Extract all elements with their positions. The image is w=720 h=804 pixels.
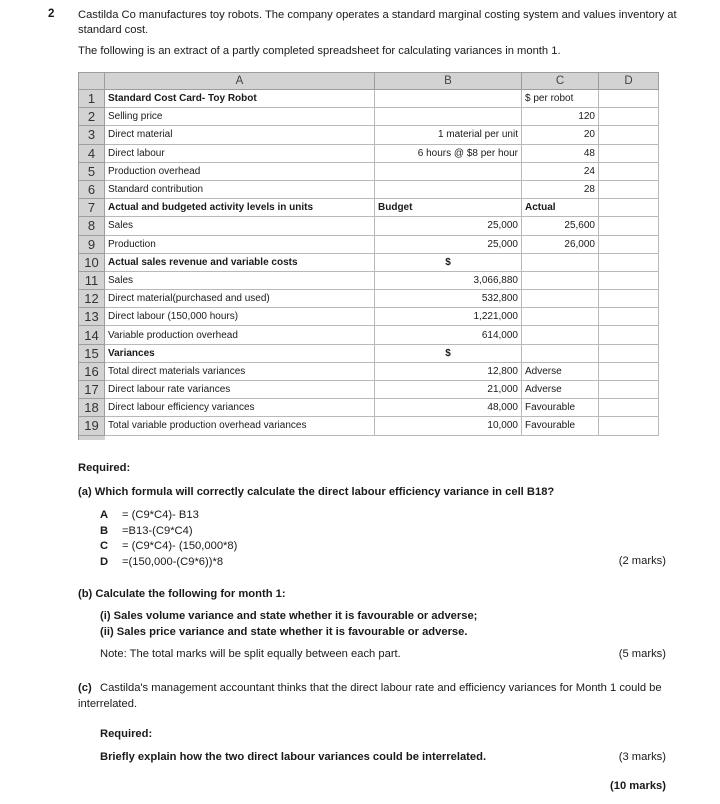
cell-a[interactable]: Direct labour (150,000 hours): [105, 308, 375, 326]
sheet-row: [79, 144, 659, 162]
col-header-d[interactable]: D: [599, 73, 659, 90]
cell-b[interactable]: [375, 180, 522, 198]
row-number[interactable]: 9: [79, 235, 105, 253]
option-letter: A: [100, 509, 109, 521]
option-text: = (C9*C4)- (150,000*8): [122, 540, 238, 553]
sheet-row: [79, 253, 659, 271]
part-b-marks: (5 marks): [618, 648, 666, 660]
row-number[interactable]: 2: [79, 108, 105, 126]
row-number[interactable]: 11: [79, 271, 105, 289]
cell-c[interactable]: [522, 271, 599, 289]
row-number[interactable]: 3: [79, 126, 105, 144]
cell-c[interactable]: Adverse: [522, 362, 599, 380]
cell-d[interactable]: [599, 344, 659, 362]
sheet-row: [79, 326, 659, 344]
cell-c[interactable]: [522, 344, 599, 362]
sheet-row: [79, 344, 659, 362]
cell-a[interactable]: Direct labour rate variances: [105, 381, 375, 399]
sheet-row: [79, 217, 659, 235]
part-c-marks: (3 marks): [618, 751, 666, 763]
cell-d[interactable]: [599, 417, 659, 435]
cell-a[interactable]: Direct material(purchased and used): [105, 290, 375, 308]
row-number[interactable]: 4: [79, 144, 105, 162]
row-number[interactable]: 14: [79, 326, 105, 344]
row-number[interactable]: 1: [79, 90, 105, 108]
cell-c[interactable]: [522, 308, 599, 326]
cell-b[interactable]: Budget: [375, 199, 522, 217]
row-number[interactable]: 6: [79, 180, 105, 198]
cell-a[interactable]: Actual sales revenue and variable costs: [105, 253, 375, 271]
cell-c[interactable]: 26,000: [522, 235, 599, 253]
option-b: [100, 524, 237, 540]
part-b-ii: (ii) Sales price variance and state whether it is favourable or adverse.: [100, 626, 468, 638]
part-c-label: (c): [78, 682, 92, 694]
row-number[interactable]: 7: [79, 199, 105, 217]
sheet-row: [79, 290, 659, 308]
cell-d[interactable]: [599, 144, 659, 162]
cutoff-cell: [599, 435, 659, 440]
cell-b[interactable]: 1 material per unit: [375, 126, 522, 144]
cell-b[interactable]: 1,221,000: [375, 308, 522, 326]
cell-d[interactable]: [599, 399, 659, 417]
row-number[interactable]: 16: [79, 362, 105, 380]
cell-a[interactable]: Selling price: [105, 108, 375, 126]
spreadsheet: [78, 72, 659, 440]
part-c-brief: Briefly explain how the two direct labour variances could be interrelated.: [100, 751, 487, 763]
cell-a[interactable]: Variances: [105, 344, 375, 362]
row-number[interactable]: 8: [79, 217, 105, 235]
sheet-row: [79, 362, 659, 380]
cell-a[interactable]: Sales: [105, 217, 375, 235]
row-number[interactable]: 10: [79, 253, 105, 271]
cutoff-cell: [375, 435, 522, 440]
col-header-a[interactable]: A: [105, 73, 375, 90]
sheet-row: [79, 199, 659, 217]
cell-c[interactable]: $ per robot: [522, 90, 599, 108]
sheet-row: [79, 235, 659, 253]
cell-c[interactable]: Favourable: [522, 399, 599, 417]
cutoff-cell: [105, 435, 375, 440]
cell-b[interactable]: [375, 162, 522, 180]
option-d: [100, 555, 237, 571]
col-header-b[interactable]: B: [375, 73, 522, 90]
cell-b[interactable]: [375, 90, 522, 108]
part-b-question: (b) Calculate the following for month 1:: [78, 588, 286, 600]
cell-b[interactable]: 25,000: [375, 217, 522, 235]
cell-a[interactable]: Direct material: [105, 126, 375, 144]
row-number[interactable]: 19: [79, 417, 105, 435]
row-number: [79, 435, 105, 440]
corner-cell: [79, 73, 105, 90]
sheet-row: [79, 381, 659, 399]
question-number: 2: [48, 8, 55, 20]
cell-c[interactable]: 28: [522, 180, 599, 198]
sheet-row: [79, 126, 659, 144]
cell-b[interactable]: [375, 108, 522, 126]
cell-c[interactable]: [522, 290, 599, 308]
cell-b[interactable]: 21,000: [375, 381, 522, 399]
row-number[interactable]: 15: [79, 344, 105, 362]
sheet-row-cutoff: [79, 435, 659, 440]
cell-d[interactable]: [599, 217, 659, 235]
cell-c[interactable]: 48: [522, 144, 599, 162]
question-intro: Castilda Co manufactures toy robots. The company operates a standard marginal costing system and values inventory at standard cost.: [78, 9, 677, 36]
row-number[interactable]: 5: [79, 162, 105, 180]
sheet-row: [79, 162, 659, 180]
cell-b[interactable]: $: [375, 253, 522, 271]
extract-description: The following is an extract of a partly completed spreadsheet for calculating variances in month 1.: [78, 45, 561, 57]
cell-a[interactable]: Standard contribution: [105, 180, 375, 198]
part-c-question: [78, 680, 678, 712]
required-label: Required:: [78, 462, 131, 474]
cell-c[interactable]: [522, 326, 599, 344]
part-a-options: [100, 508, 237, 570]
cell-a[interactable]: Variable production overhead: [105, 326, 375, 344]
cell-d[interactable]: [599, 235, 659, 253]
cell-d[interactable]: [599, 326, 659, 344]
row-number[interactable]: 13: [79, 308, 105, 326]
cell-a[interactable]: Actual and budgeted activity levels in units: [105, 199, 375, 217]
cell-c[interactable]: [522, 253, 599, 271]
cell-b[interactable]: 25,000: [375, 235, 522, 253]
sheet-row: [79, 108, 659, 126]
cell-a[interactable]: Total variable production overhead variances: [105, 417, 375, 435]
cell-a[interactable]: Total direct materials variances: [105, 362, 375, 380]
cell-d[interactable]: [599, 90, 659, 108]
cell-b[interactable]: 10,000: [375, 417, 522, 435]
col-header-c[interactable]: C: [522, 73, 599, 90]
option-letter: C: [100, 540, 109, 553]
sheet-row: [79, 271, 659, 289]
cell-d[interactable]: [599, 308, 659, 326]
total-marks: (10 marks): [610, 780, 666, 792]
cell-a[interactable]: Production overhead: [105, 162, 375, 180]
cell-a[interactable]: Direct labour: [105, 144, 375, 162]
row-number[interactable]: 12: [79, 290, 105, 308]
cell-b[interactable]: 614,000: [375, 326, 522, 344]
option-a: [100, 508, 237, 524]
part-a-marks: (2 marks): [618, 555, 666, 567]
cell-c[interactable]: Actual: [522, 199, 599, 217]
cell-b[interactable]: 12,800: [375, 362, 522, 380]
cell-d[interactable]: [599, 162, 659, 180]
cell-b[interactable]: $: [375, 344, 522, 362]
cell-c[interactable]: 20: [522, 126, 599, 144]
cell-c[interactable]: 25,600: [522, 217, 599, 235]
sheet-row: [79, 399, 659, 417]
cell-a[interactable]: Production: [105, 235, 375, 253]
cell-c[interactable]: 120: [522, 108, 599, 126]
cell-d[interactable]: [599, 290, 659, 308]
cell-b[interactable]: 3,066,880: [375, 271, 522, 289]
option-c: [100, 539, 237, 555]
cell-a[interactable]: Standard Cost Card- Toy Robot: [105, 90, 375, 108]
sheet-row: [79, 180, 659, 198]
cell-d[interactable]: [599, 381, 659, 399]
row-number[interactable]: 17: [79, 381, 105, 399]
cell-c[interactable]: Adverse: [522, 381, 599, 399]
sheet-row: [79, 417, 659, 435]
part-c-text: Castilda's management accountant thinks that the direct labour rate and efficiency variances for Month 1 could be interrelated.: [78, 682, 662, 710]
option-text: =(150,000-(C9*6))*8: [122, 555, 224, 568]
part-a-question: (a) Which formula will correctly calculate the direct labour efficiency variance in cell B18?: [78, 486, 555, 498]
part-b-note: Note: The total marks will be split equally between each part.: [100, 648, 401, 660]
cell-d[interactable]: [599, 271, 659, 289]
cell-c[interactable]: Favourable: [522, 417, 599, 435]
row-number[interactable]: 18: [79, 399, 105, 417]
part-c-required: Required:: [100, 728, 153, 740]
column-header-row: [79, 73, 659, 90]
cell-a[interactable]: Direct labour efficiency variances: [105, 399, 375, 417]
option-letter: D: [100, 555, 109, 568]
cell-a[interactable]: Sales: [105, 271, 375, 289]
option-text: = (C9*C4)- B13: [122, 509, 199, 521]
cutoff-cell: [522, 435, 599, 440]
cell-d[interactable]: [599, 126, 659, 144]
cell-d[interactable]: [599, 108, 659, 126]
option-text: =B13-(C9*C4): [122, 524, 193, 537]
cell-b[interactable]: 6 hours @ $8 per hour: [375, 144, 522, 162]
cell-d[interactable]: [599, 180, 659, 198]
cell-b[interactable]: 48,000: [375, 399, 522, 417]
part-b-i: (i) Sales volume variance and state whether it is favourable or adverse;: [100, 610, 478, 622]
option-letter: B: [100, 524, 109, 537]
cell-c[interactable]: 24: [522, 162, 599, 180]
cell-d[interactable]: [599, 199, 659, 217]
cell-d[interactable]: [599, 362, 659, 380]
sheet-row: [79, 308, 659, 326]
cell-b[interactable]: 532,800: [375, 290, 522, 308]
cell-d[interactable]: [599, 253, 659, 271]
sheet-row: [79, 90, 659, 108]
